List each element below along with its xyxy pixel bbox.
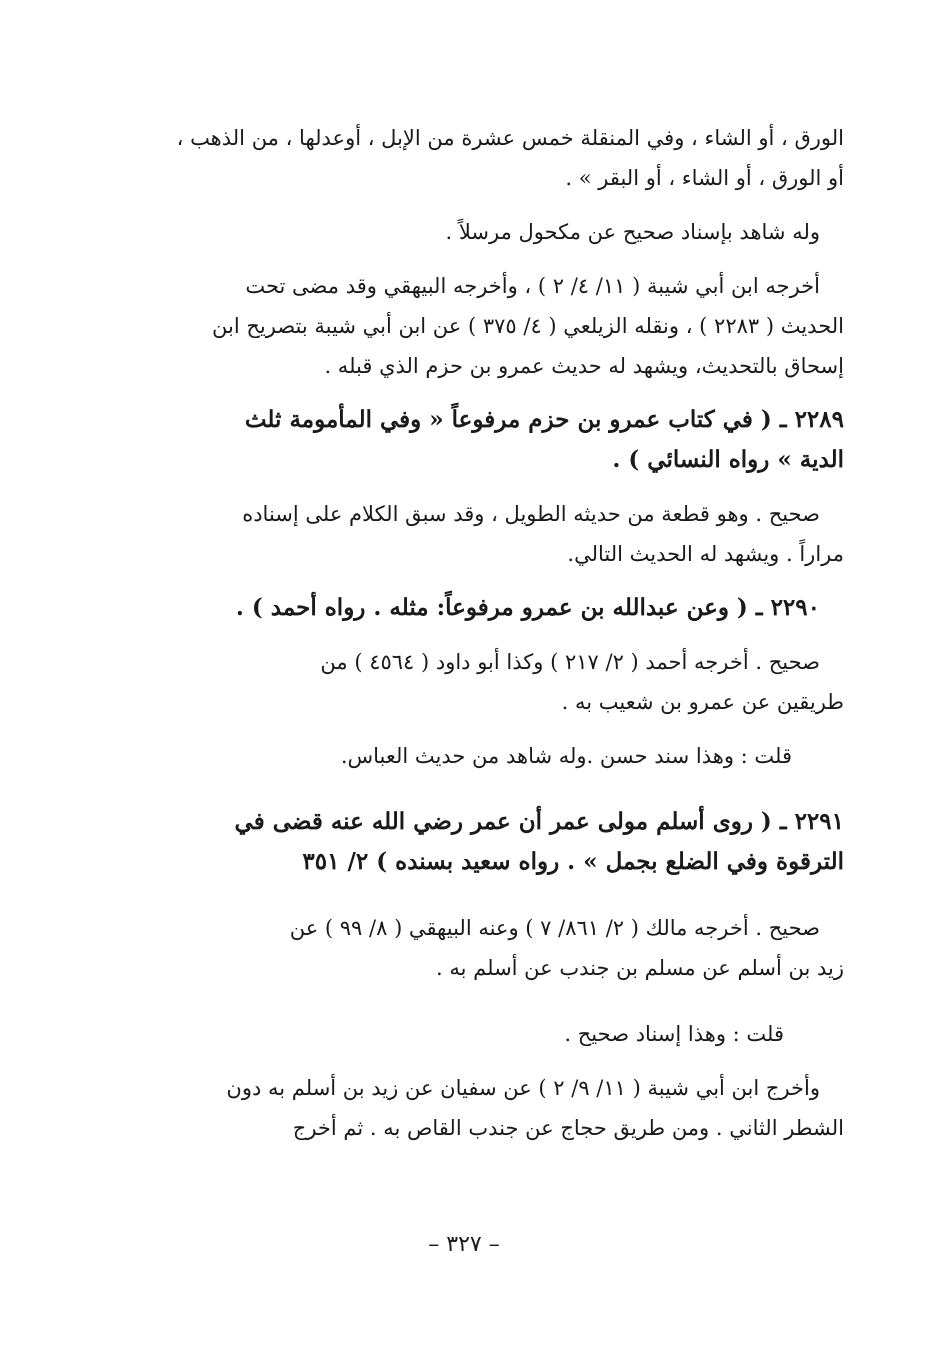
text-line: صحيح . أخرجه أحمد ( ٢/ ٢١٧ ) وكذا أبو داود ( ٤٥٦٤ ) من bbox=[320, 650, 820, 674]
ruling-2290 bbox=[168, 642, 844, 722]
text-line: زيد بن أسلم عن مسلم بن جندب عن أسلم به . bbox=[436, 956, 844, 980]
comment-2290 bbox=[168, 736, 844, 776]
hadith-line: ٢٢٩١ ـ ( روى أسلم مولى عمر أن عمر رضي الله عنه قضى في bbox=[234, 808, 844, 835]
text-line: الحديث ( ٢٢٨٣ ) ، ونقله الزيلعي ( ٤/ ٣٧٥ ) عن ابن أبي شيبة بتصريح ابن bbox=[212, 314, 844, 338]
hadith-line: الترقوة وفي الضلع بجمل » . رواه سعيد بسنده ) ٢/ ٣٥١ bbox=[302, 848, 844, 875]
paragraph-witness bbox=[168, 212, 844, 252]
paragraph-further bbox=[168, 1068, 844, 1148]
text-line: صحيح . وهو قطعة من حديثه الطويل ، وقد سبق الكلام على إسناده bbox=[242, 502, 820, 526]
paragraph-takhrij bbox=[168, 266, 844, 386]
text-line: طريقين عن عمرو بن شعيب به . bbox=[561, 690, 844, 714]
hadith-2291 bbox=[168, 802, 844, 882]
text-line: الشطر الثاني . ومن طريق حجاج عن جندب القاص به . ثم أخرج bbox=[292, 1116, 844, 1140]
main-text bbox=[168, 118, 844, 1148]
text-line: وله شاهد بإسناد صحيح عن مكحول مرسلاً . bbox=[445, 220, 820, 244]
ruling-2291 bbox=[168, 908, 844, 988]
hadith-line: ٢٢٩٠ ـ ( وعن عبدالله بن عمرو مرفوعاً: مثله . رواه أحمد ) . bbox=[235, 594, 820, 621]
page-number: – ٣٢٧ – bbox=[428, 1232, 500, 1257]
ruling-2289 bbox=[168, 494, 844, 574]
hadith-2290 bbox=[168, 588, 844, 628]
text-line: إسحاق بالتحديث، ويشهد له حديث عمرو بن حزم الذي قبله . bbox=[324, 354, 844, 378]
text-line: وأخرج ابن أبي شيبة ( ١١/ ٩/ ٢ ) عن سفيان عن زيد بن أسلم به دون bbox=[226, 1076, 820, 1100]
text-line: قلت : وهذا إسناد صحيح . bbox=[564, 1022, 784, 1046]
text-line: أخرجه ابن أبي شيبة ( ١١/ ٤/ ٢ ) ، وأخرجه البيهقي وقد مضى تحت bbox=[245, 274, 820, 298]
comment-2291 bbox=[168, 1014, 844, 1054]
paragraph-continuation bbox=[168, 118, 844, 198]
hadith-2289 bbox=[168, 400, 844, 480]
text-line: قلت : وهذا سند حسن .وله شاهد من حديث العباس. bbox=[340, 744, 792, 768]
hadith-line: الدية » رواه النسائي ) . bbox=[612, 446, 844, 473]
text-line: مراراً . ويشهد له الحديث التالي. bbox=[567, 542, 844, 566]
text-line: أو الورق ، أو الشاء ، أو البقر » . bbox=[565, 166, 844, 190]
hadith-line: ٢٢٨٩ ـ ( في كتاب عمرو بن حزم مرفوعاً « وفي المأمومة ثلث bbox=[244, 406, 844, 433]
text-line: صحيح . أخرجه مالك ( ٢/ ٨٦١/ ٧ ) وعنه البيهقي ( ٨/ ٩٩ ) عن bbox=[289, 916, 820, 940]
text-line: الورق ، أو الشاء ، وفي المنقلة خمس عشرة من الإبل ، أوعدلها ، من الذهب ، bbox=[176, 126, 844, 150]
